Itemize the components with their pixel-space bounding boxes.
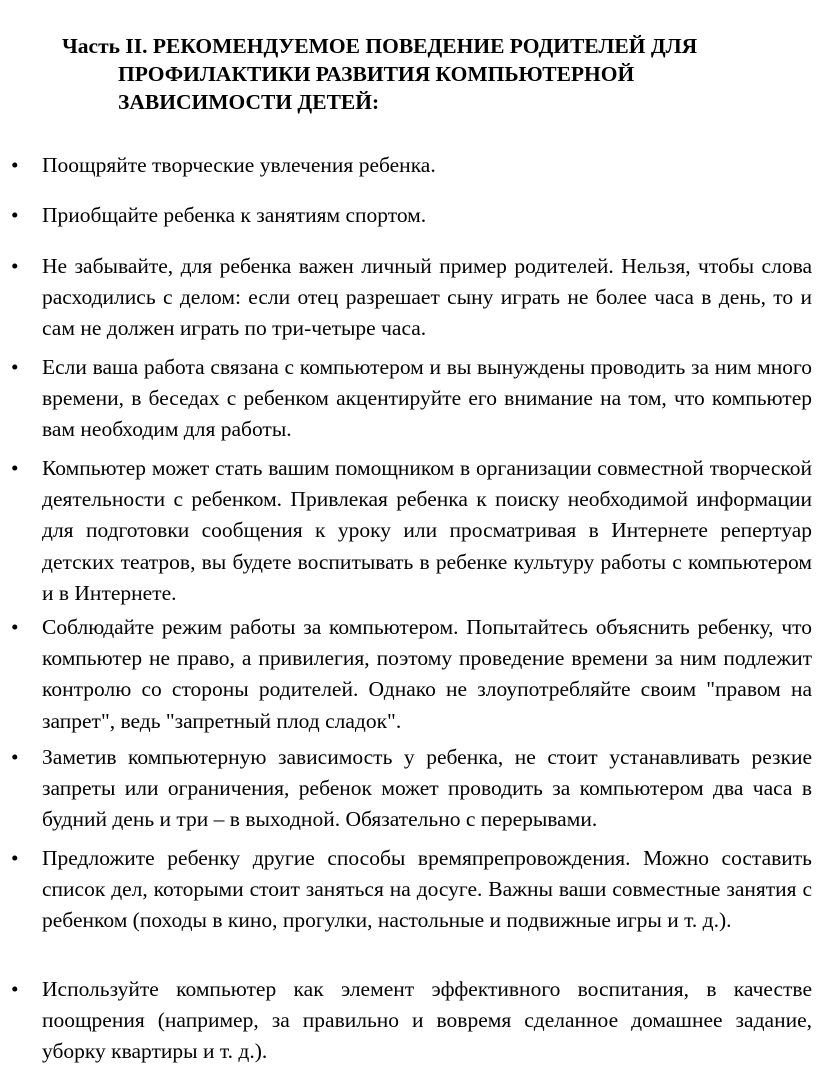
- list-item-text: Заметив компьютерную зависимость у ребенка, не стоит устанавливать резкие запреты или ограничения, ребенок может проводить за компьютером два часа в будний день и три – в выходной. Обязательно с перерывами.: [42, 745, 812, 832]
- list-item: [11, 200, 812, 231]
- list-item: [11, 150, 812, 181]
- bullet-icon: •: [11, 254, 19, 278]
- list-item: [11, 742, 812, 836]
- bullet-icon: •: [11, 977, 19, 1001]
- list-item-text: Если ваша работа связана с компьютером и вы вынуждены проводить за ним много времени, в беседах с ребенком акцентируйте его внимание на том, что компьютер вам необходим для работы.: [42, 355, 812, 442]
- list-item: [11, 352, 812, 446]
- list-item-text: Поощряйте творческие увлечения ребенка.: [42, 153, 436, 177]
- list-item: [11, 453, 812, 609]
- heading-line-2: ПРОФИЛАКТИКИ РАЗВИТИЯ КОМПЬЮТЕРНОЙ: [118, 62, 635, 86]
- bullet-icon: •: [11, 456, 19, 480]
- list-item-text: Приобщайте ребенка к занятиям спортом.: [42, 203, 427, 227]
- list-item-text: Соблюдайте режим работы за компьютером. Попытайтесь объяснить ребенку, что компьютер не право, а привилегия, поэтому проведение времени за ним подлежит контролю со стороны родителей. Однако не злоупотребляйте своим "правом на запрет", ведь "запретный плод сладок".: [42, 615, 812, 733]
- bullet-icon: •: [11, 745, 19, 769]
- list-item: [11, 612, 812, 737]
- bullet-icon: •: [11, 355, 19, 379]
- section-heading: [62, 32, 782, 116]
- list-item-text: Используйте компьютер как элемент эффективного воспитания, в качестве поощрения (например, за правильно и вовремя сделанное домашнее задание, уборку квартиры и т. д.).: [42, 977, 812, 1064]
- bullet-icon: •: [11, 153, 19, 177]
- list-item-text: Предложите ребенку другие способы времяпрепровождения. Можно составить список дел, которыми стоит заняться на досуге. Важны ваши совместные занятия с ребенком (походы в кино, прогулки, настольные и подвижные игры и т. д.).: [42, 846, 812, 933]
- bullet-icon: •: [11, 846, 19, 870]
- list-item-text: Не забывайте, для ребенка важен личный пример родителей. Нельзя, чтобы слова расходились с делом: если отец разрешает сыну играть не более часа в день, то и сам не должен играть по три-четыре часа.: [42, 254, 812, 341]
- heading-line-3: ЗАВИСИМОСТИ ДЕТЕЙ:: [118, 90, 380, 114]
- bullet-icon: •: [11, 615, 19, 639]
- list-item-text: Компьютер может стать вашим помощником в организации совместной творческой деятельности с ребенком. Привлекая ребенка к поиску необходимой информации для подготовки сообщения к уроку или просматривая в Интернете репертуар детских театров, вы будете воспитывать в ребенке культуру работы с компьютером и в Интернете.: [42, 456, 812, 605]
- list-item: [11, 843, 812, 937]
- bullet-icon: •: [11, 203, 19, 227]
- list-item: [11, 251, 812, 345]
- heading-line-1: Часть II. РЕКОМЕНДУЕМОЕ ПОВЕДЕНИЕ РОДИТЕЛЕЙ ДЛЯ: [62, 34, 698, 58]
- list-item: [11, 974, 812, 1068]
